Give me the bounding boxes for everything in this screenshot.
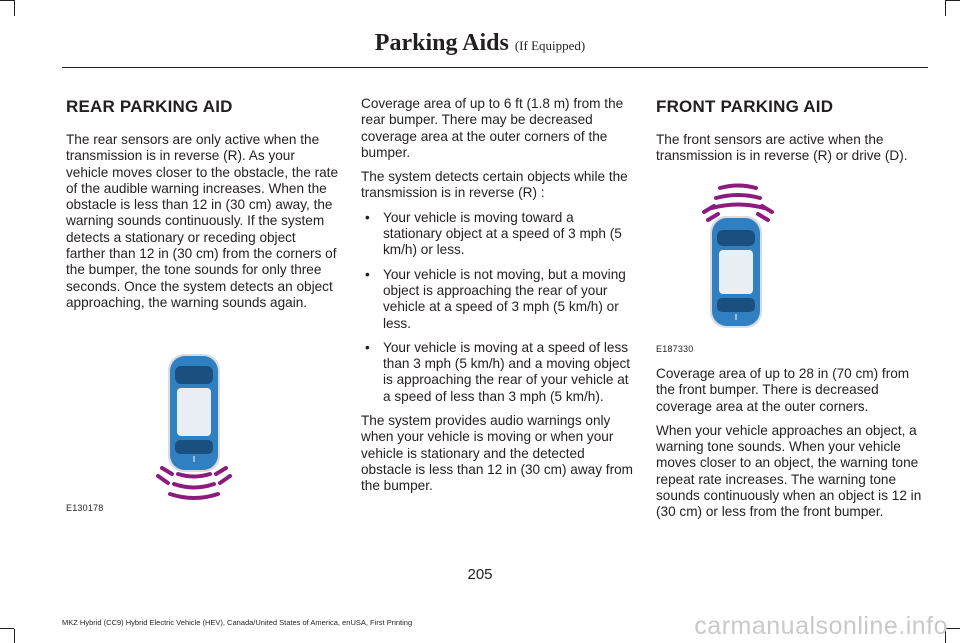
rear-parking-description: The rear sensors are only active when the transmission is in reverse (R). As your vehicle moves closer to the obstacle, the rate of the audible warning increases. When the obstacle is less than 12 in (30 cm) away, the warning sounds continuously. If the system detects a stationary or receding object farther than 12 in (30 cm) from the corners of the bumper, the tone sounds for only three seconds. Once the system detects an object approaching, the warning sounds again. [66, 132, 339, 310]
crop-mark [14, 0, 15, 16]
page-title: Parking Aids [374, 30, 509, 56]
front-coverage-section [656, 366, 928, 529]
crop-mark [0, 0, 14, 1]
rear-sensor-car-illustration [150, 352, 240, 502]
crop-mark [14, 629, 15, 643]
crop-mark [945, 0, 946, 16]
front-warning-text: When your vehicle approaches an object, a warning tone sounds. When your vehicle moves closer to an object, the warning tone repeat rate increases. The warning tone sounds continuously when an object is 12 in (30 cm) or less from the front bumper. [656, 422, 922, 520]
crop-mark [946, 628, 960, 629]
front-parking-description: The front sensors are active when the transmission is in reverse (R) or drive (D). [656, 132, 908, 164]
list-item: • Your vehicle is not moving, but a moving object is approaching the rear of your vehicle at a speed of 3 mph (5 km/h) or less. [365, 266, 626, 331]
bullet-icon: • [365, 339, 370, 355]
bullet-icon: • [365, 209, 370, 225]
front-figure-id: E187330 [656, 344, 694, 354]
rear-parking-section [66, 96, 338, 319]
crop-mark [0, 628, 14, 629]
rear-parking-heading: REAR PARKING AID [66, 97, 233, 116]
list-item: • Your vehicle is moving at a speed of less than 3 mph (5 km/h) and a moving object is approaching the rear of your vehicle at a speed of less than 3 mph (5 km/h). [365, 339, 631, 404]
rear-coverage-text: Coverage area of up to 6 ft (1.8 m) from the rear bumper. There may be decreased coverage area at the outer corners of the bumper. [361, 96, 624, 160]
page-header [0, 30, 960, 57]
front-parking-heading: FRONT PARKING AID [656, 97, 834, 116]
coverage-section [361, 96, 633, 503]
front-coverage-text: Coverage area of up to 28 in (70 cm) from the front bumper. There is decreased coverage area at the outer corners. [656, 366, 910, 414]
footer-text: MKZ Hybrid (CC9) Hybrid Electric Vehicle (HEV), Canada/United States of America, enUSA, First Printing [62, 618, 413, 627]
page-number: 205 [467, 566, 493, 583]
detection-conditions-list [361, 210, 633, 405]
front-sensor-car-illustration [700, 182, 780, 332]
watermark: carmanualsonline.info [694, 612, 948, 640]
list-item: • Your vehicle is moving toward a stationary object at a speed of 3 mph (5 km/h) or less. [365, 209, 622, 258]
audio-warning-text: The system provides audio warnings only when your vehicle is moving or when your vehicle is stationary and the detected obstacle is less than 12 in (30 cm) away from the bumper. [361, 413, 633, 494]
detection-intro-text: The system detects certain objects while the transmission is in reverse (R) : [361, 169, 628, 201]
rear-figure-id: E130178 [66, 503, 104, 513]
header-divider [62, 67, 928, 68]
page-subtitle: (If Equipped) [514, 38, 586, 53]
bullet-icon: • [365, 266, 370, 282]
crop-mark [946, 0, 960, 1]
front-parking-section [656, 96, 928, 173]
